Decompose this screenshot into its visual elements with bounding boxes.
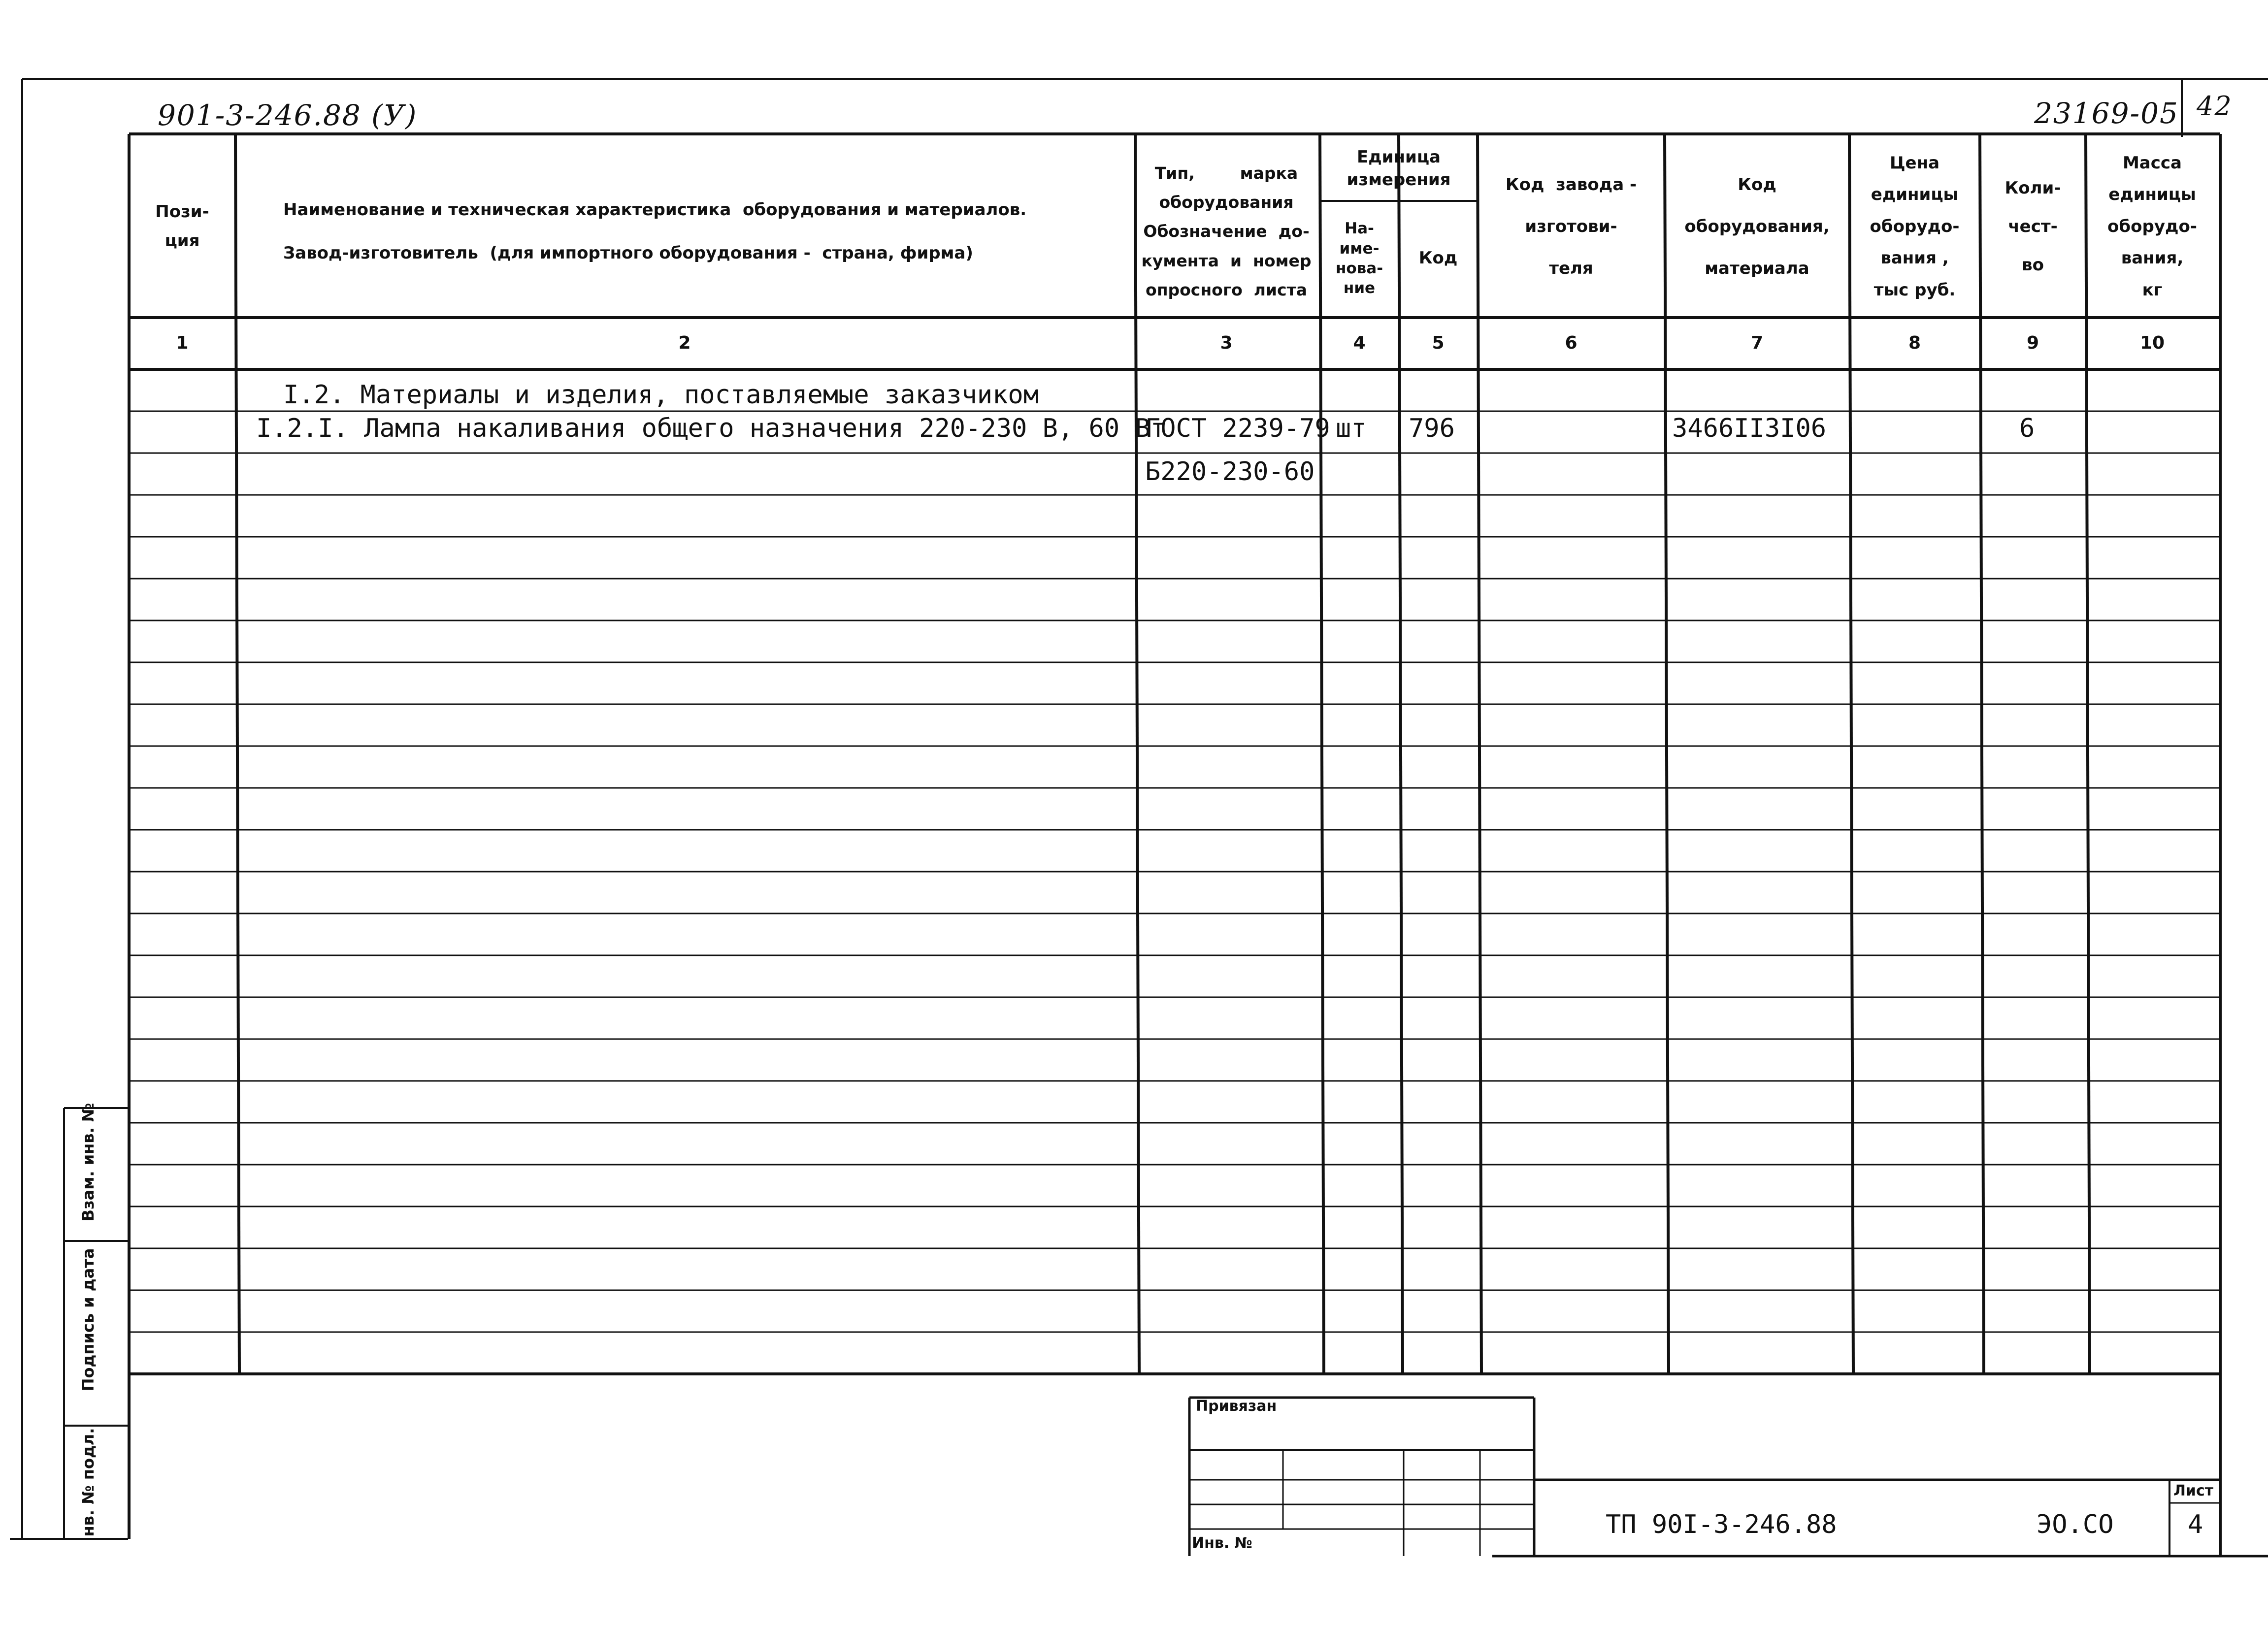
column-line [1399, 134, 1403, 1374]
col-number-9: 9 [2026, 333, 2039, 353]
header-position: Пози- ция [155, 201, 209, 251]
archive-number-handwritten: 23169-05 [2034, 97, 2179, 130]
col-number-4: 4 [1353, 333, 1366, 353]
side-label-replacement-inventory: Взам. инв. № [79, 1103, 98, 1222]
column-line [1135, 134, 1139, 1374]
header-unit-code: Код [1418, 248, 1458, 268]
item-unit-code: 796 [1409, 414, 1455, 443]
sheet-label: Лист [2173, 1482, 2214, 1499]
item-quantity: 6 [2019, 414, 2035, 443]
column-line [1980, 134, 1984, 1374]
header-unit-name: На- име- нова- ние [1335, 220, 1383, 297]
inventory-number-label: Инв. № [1192, 1534, 1252, 1552]
document-mark: ЭО.СО [2037, 1510, 2114, 1539]
col-number-2: 2 [678, 333, 691, 353]
side-label-signature-date: Подпись и дата [79, 1248, 98, 1392]
document-designation: ТП 90I-3-246.88 [1606, 1510, 1837, 1539]
side-label-original-inventory: нв. № подл. [79, 1428, 98, 1537]
column-line [235, 134, 239, 1374]
header-type: Тип, марка оборудования Обозначение до- кумента и номер опросного листа [1141, 163, 1312, 300]
section-heading: I.2. Материалы и изделия, поставляемые заказчиком [283, 380, 1039, 410]
corner-page-number: 42 [2197, 91, 2233, 122]
column-line [2086, 134, 2090, 1374]
column-line [1320, 134, 1324, 1374]
header-name: Наименование и техническая характеристика оборудования и материалов. Завод-изготовитель (для импортного оборудования - страна, фирма) [283, 199, 1027, 263]
col-number-7: 7 [1750, 333, 1764, 353]
sheet-number: 4 [2188, 1510, 2203, 1539]
header-quantity: Коли- чест- во [2005, 178, 2061, 275]
col-number-3: 3 [1220, 333, 1233, 353]
header-material-code: Код оборудования, материала [1684, 174, 1830, 278]
column-line [1665, 134, 1669, 1374]
item-type: ГОСТ 2239-79 [1145, 414, 1330, 443]
header-manufacturer-code: Код завода - изготови- теля [1505, 174, 1637, 278]
header-mass: Масса единицы оборудо- вания, кг [2107, 153, 2197, 300]
col-number-8: 8 [1908, 333, 1921, 353]
column-line [1849, 134, 1853, 1374]
col-number-5: 5 [1432, 333, 1445, 353]
header-unit-group: Единица измерения [1347, 147, 1451, 190]
col-number-1: 1 [176, 333, 189, 353]
attached-label: Привязан [1196, 1398, 1277, 1415]
item-name: I.2.I. Лампа накаливания общего назначения 220-230 В, 60 Вт [256, 414, 1166, 443]
document-code-handwritten: 901-3-246.88 (У) [158, 98, 418, 132]
item-type-designation: Б220-230-60 [1145, 457, 1315, 487]
col-number-6: 6 [1565, 333, 1578, 353]
item-unit: шт [1336, 414, 1367, 443]
header-price: Цена единицы оборудо- вания , тыс руб. [1870, 153, 1960, 300]
col-number-10: 10 [2139, 333, 2165, 353]
item-material-code: 3466II3I06 [1672, 414, 1827, 443]
column-line [1478, 134, 1481, 1374]
